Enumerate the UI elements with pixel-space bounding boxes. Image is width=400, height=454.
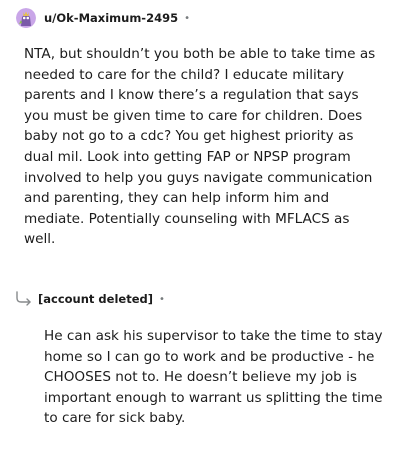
meta-separator: • <box>158 293 165 305</box>
reply-header <box>14 288 165 310</box>
reply-body: He can ask his supervisor to take the time to stay home so I can go to work and be productive - he CHOOSES not to. He doesn’t believe my job is important enough to warrant us splitting the time to care for sick baby. <box>44 328 383 427</box>
reply-arrow-icon <box>14 291 34 307</box>
comment-body: NTA, but shouldn’t you both be able to take time as needed to care for the child? I educate military parents and I know there’s a regulation that says you must be given time to care for children. Does baby not go to a cdc? You get highest priority as dual mil. Look into getting FAP or NPSP program involved to help you guys navigate communication and parenting, they can help inform him and mediate. Potentially counseling with MFLACS as well. <box>24 46 376 248</box>
comment-header <box>16 6 190 30</box>
meta-separator: • <box>184 12 190 24</box>
reply-username: [account deleted] <box>38 292 153 306</box>
comment-username[interactable]: u/Ok-Maximum-2495 <box>44 11 179 25</box>
avatar-icon[interactable] <box>16 8 36 28</box>
